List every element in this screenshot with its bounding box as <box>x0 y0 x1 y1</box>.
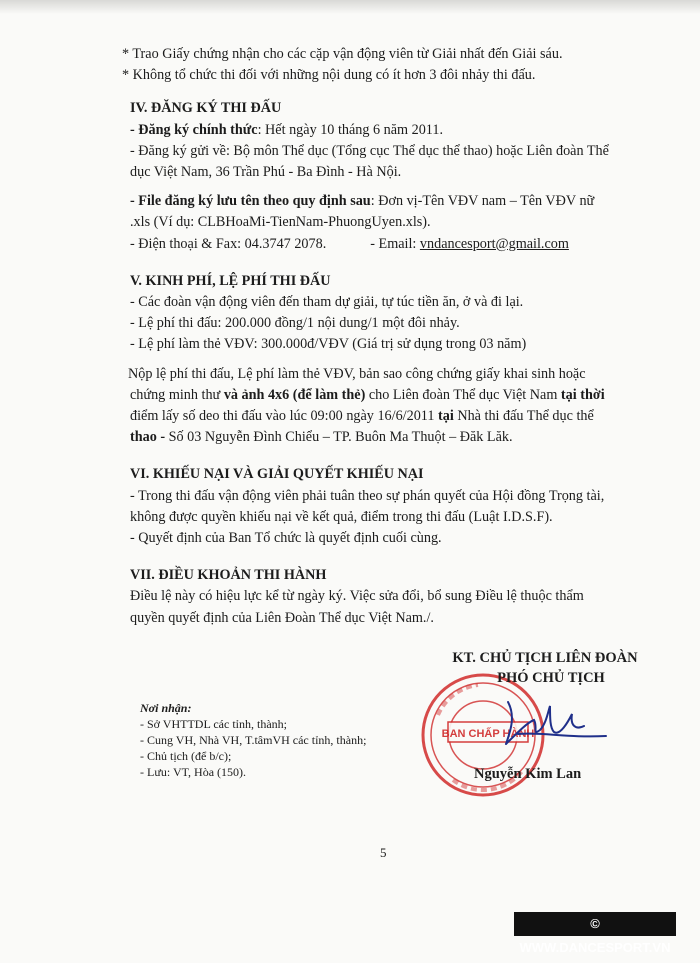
scan-edge <box>0 0 700 14</box>
text-span: điểm lấy số deo thi đấu vào lúc 09:00 ngày 16/6/2011 <box>130 408 439 425</box>
text-line: - Đăng ký gửi về: Bộ môn Thể dục (Tổng cục Thể dục thể thao) hoặc Liên đoàn Thể <box>130 142 609 159</box>
signature-title: KT. CHỦ TỊCH LIÊN ĐOÀN <box>452 650 638 666</box>
text-line: .xls (Ví dụ: CLBHoaMi-TienNam-PhuongUyen.xls). <box>130 214 431 231</box>
signature-subtitle: PHÓ CHỦ TỊCH <box>497 670 605 686</box>
recipients-list <box>140 700 366 780</box>
list-item: - Lưu: VT, Hòa (150). <box>140 765 247 779</box>
list-item: - Chủ tịch (để b/c); <box>140 749 232 763</box>
bold-label: - File đăng ký lưu tên theo quy định sau <box>130 193 371 210</box>
bold-span: và ảnh 4x6 (để làm thẻ) <box>223 386 366 403</box>
email-label: - Email: <box>370 235 420 252</box>
email-link[interactable]: vndancesport@gmail.com <box>419 235 569 252</box>
svg-text:BAN CHẤP HÀNH: BAN CHẤP HÀNH <box>441 728 535 740</box>
text-line <box>130 191 662 212</box>
bold-span: tại thời <box>560 386 605 403</box>
text-line: - Lệ phí làm thẻ VĐV: 300.000đ/VĐV (Giá trị sử dụng trong 03 năm) <box>130 336 527 353</box>
spacer <box>122 183 662 191</box>
section-heading-vii: VII. ĐIỀU KHOẢN THI HÀNH <box>130 567 327 584</box>
text-line <box>130 427 662 448</box>
bold-span: tại <box>438 408 454 425</box>
handwritten-signature <box>488 692 608 752</box>
text-line: * Không tổ chức thi đối với những nội dung có ít hơn 3 đôi nhảy thi đấu. <box>122 67 536 84</box>
text-span: Nhà thi đấu Thể dục thể <box>453 408 594 425</box>
bold-label: - Đăng ký chính thức <box>130 121 258 138</box>
list-item: - Sở VHTTDL các tỉnh, thành; <box>140 717 287 731</box>
spacer <box>122 356 662 364</box>
text-line: - Các đoàn vận động viên đến tham dự giải, tự túc tiền ăn, ở và đi lại. <box>130 294 524 311</box>
text-line: quyền quyết định của Liên Đoàn Thể dục Việt Nam./. <box>130 609 434 626</box>
page-number: 5 <box>380 845 387 860</box>
text-line: * Trao Giấy chứng nhận cho các cặp vận động viên từ Giải nhất đến Giải sáu. <box>122 46 563 62</box>
text-span: cho Liên đoàn Thể dục Việt Nam <box>365 386 561 403</box>
text-line <box>130 234 662 255</box>
text-span: Số 03 Nguyễn Đình Chiểu – TP. Buôn Ma Thuột – Đăk Lăk. <box>168 429 513 446</box>
text-line: Điều lệ này có hiệu lực kể từ ngày ký. Việc sửa đổi, bổ sung Điều lệ thuộc thẩm <box>130 588 584 605</box>
text-span: : Hết ngày 10 tháng 6 năm 2011. <box>257 121 444 138</box>
section-heading-v: V. KINH PHÍ, LỆ PHÍ THI ĐẤU <box>130 272 331 289</box>
text-span: : Đơn vị-Tên VĐV nam – Tên VĐV nữ <box>370 193 595 210</box>
text-line <box>130 406 662 427</box>
signer-name: Nguyễn Kim Lan <box>474 766 582 782</box>
text-span: chứng minh thư <box>130 386 224 403</box>
text-line: Nộp lệ phí thi đấu, Lệ phí làm thẻ VĐV, bản sao công chứng giấy khai sinh hoặc <box>128 365 586 382</box>
text-line: dục Việt Nam, 36 Trần Phú - Ba Đình - Hà Nội. <box>130 164 402 181</box>
document-body <box>122 44 662 629</box>
bold-span: thao - <box>130 429 169 446</box>
phone-fax: - Điện thoại & Fax: 04.3747 2078. <box>130 235 327 252</box>
text-line: - Trong thi đấu vận động viên phải tuân theo sự phán quyết của Hội đồng Trọng tài, <box>130 487 605 504</box>
signature-block <box>430 650 660 687</box>
text-line: - Quyết định của Ban Tổ chức là quyết định cuối cùng. <box>130 530 442 547</box>
site-watermark: © WWW.DANCESPORT.VN <box>514 912 676 936</box>
text-line <box>130 385 662 406</box>
text-line: - Lệ phí thi đấu: 200.000 đồng/1 nội dung/1 một đôi nhảy. <box>130 315 460 332</box>
list-item: - Cung VH, Nhà VH, T.tâmVH các tỉnh, thành; <box>140 733 367 747</box>
section-heading-vi: VI. KHIẾU NẠI VÀ GIẢI QUYẾT KHIẾU NẠI <box>130 466 424 483</box>
section-heading-iv: IV. ĐĂNG KÝ THI ĐẤU <box>130 100 282 117</box>
text-line: không được quyền khiếu nại về kết quả, điểm trong thi đấu (Luật I.D.S.F). <box>130 508 553 525</box>
recipients-title: Nơi nhận: <box>140 701 192 715</box>
text-line <box>130 120 662 141</box>
